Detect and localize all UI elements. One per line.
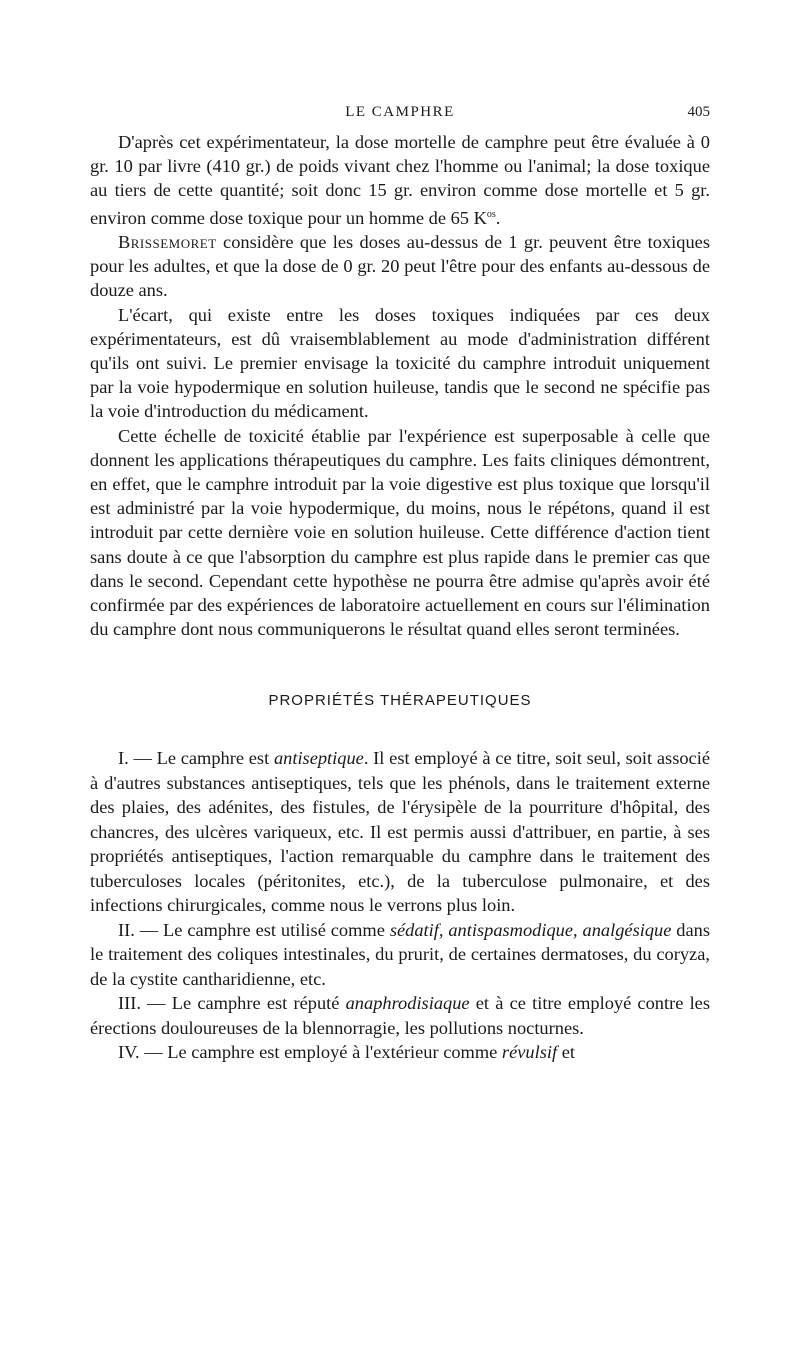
item-lead: IV. — Le camphre est employé à l'extérieur comme <box>118 1042 502 1063</box>
item-lead: III. — Le camphre est réputé <box>118 993 346 1014</box>
list-item <box>90 991 710 1040</box>
paragraph <box>90 130 710 230</box>
item-text: . Il est employé à ce titre, soit seul, soit associé à d'autres substances antiseptiques, tels que les phénols, dans le traitement externe des plaies, des adénites, des fistules, de l'érysipèle de la pourriture d'hôpital, des chancres, des ulcères variqueux, etc. Il est permis aussi d'attribuer, en partie, à ses propriétés antiseptiques, l'action remarquable du camphre dans le traitement des tuberculoses locales (péritonites, etc.), de la tuberculose pulmonaire, et des infections chirurgicales, comme nous le verrons plus loin. <box>90 748 710 916</box>
item-text: et <box>557 1042 575 1063</box>
item-italic-term: antiseptique <box>273 748 364 769</box>
paragraph-text: L'écart, qui existe entre les doses toxiques indiquées par ces deux expérimentateurs, est dû vraisemblablement au mode d'administration différent qu'ils ont suivi. Le premier envisage la toxicité du camphre introduit uniquement par la voie hypodermique en solution huileuse, tandis que le second ne spécifie pas la voie d'introduction du médicament. <box>90 304 710 422</box>
list-item <box>90 918 710 992</box>
item-text: dans le traitement des coliques intestinales, du prurit, de certaines dermatoses, du coryza, de la cystite cantharidienne, etc. <box>90 919 711 989</box>
paragraph-text: considère que les doses au-dessus de 1 gr. peuvent être toxiques pour les adultes, et que la dose de 0 gr. 20 peut l'être pour des enfants au-dessous de douze ans. <box>90 231 710 301</box>
kilo-superscript: os <box>486 208 496 220</box>
paragraph <box>90 230 710 303</box>
page <box>90 100 710 1065</box>
list-item <box>90 1040 710 1065</box>
paragraph-text: Cette échelle de toxicité établie par l'expérience est superposable à celle que donnent les applications thérapeutiques du camphre. Les faits cliniques démontrent, en effet, que le camphre introduit par la voie digestive est plus toxique que lorsqu'il est administré par la voie hypodermique, du moins, nous le répétons, quand il est introduit par cette dernière voie en solution huileuse. Cette différence d'action tient sans doute à ce que l'absorption du camphre est plus rapide dans le premier cas que dans le second. Cependant cette hypothèse ne pourra être admise qu'après avoir été confirmée par des expériences de laboratoire actuellement en cours sur l'élimination du camphre dont nous communiquerons le résultat quand elles seront terminées. <box>90 425 710 640</box>
body-text <box>90 130 710 641</box>
paragraph <box>90 424 710 642</box>
item-italic-term: sédatif, antispasmodique, analgésique <box>389 919 672 940</box>
page-header <box>90 100 710 130</box>
section-title: PROPRIÉTÉS THÉRAPEUTIQUES <box>268 692 532 710</box>
item-italic-term: révulsif <box>501 1042 558 1063</box>
paragraph-text: D'après cet expérimentateur, la dose mortelle de camphre peut être évaluée à 0 gr. 10 par livre (410 gr.) de poids vivant chez l'homme ou l'animal; la dose toxique au tiers de cette quantité; soit donc 15 gr. environ comme dose mortelle et 5 gr. environ comme dose toxique pour un homme de 65 K <box>90 132 710 228</box>
item-italic-term: anaphrodisiaque <box>345 993 470 1014</box>
paragraph <box>90 303 710 424</box>
kilo-period: . <box>495 207 501 228</box>
therapeutic-list <box>90 746 710 1065</box>
list-item <box>90 746 710 918</box>
author-name: Brissemoret <box>118 231 217 252</box>
item-lead: II. — Le camphre est utilisé comme <box>118 919 390 940</box>
page-number: 405 <box>687 104 710 120</box>
item-lead: I. — Le camphre est <box>118 748 274 769</box>
running-title: LE CAMPHRE <box>345 104 455 120</box>
item-text: et à ce titre employé contre les érections douloureuses de la blennorragie, les pollutions nocturnes. <box>90 993 711 1038</box>
